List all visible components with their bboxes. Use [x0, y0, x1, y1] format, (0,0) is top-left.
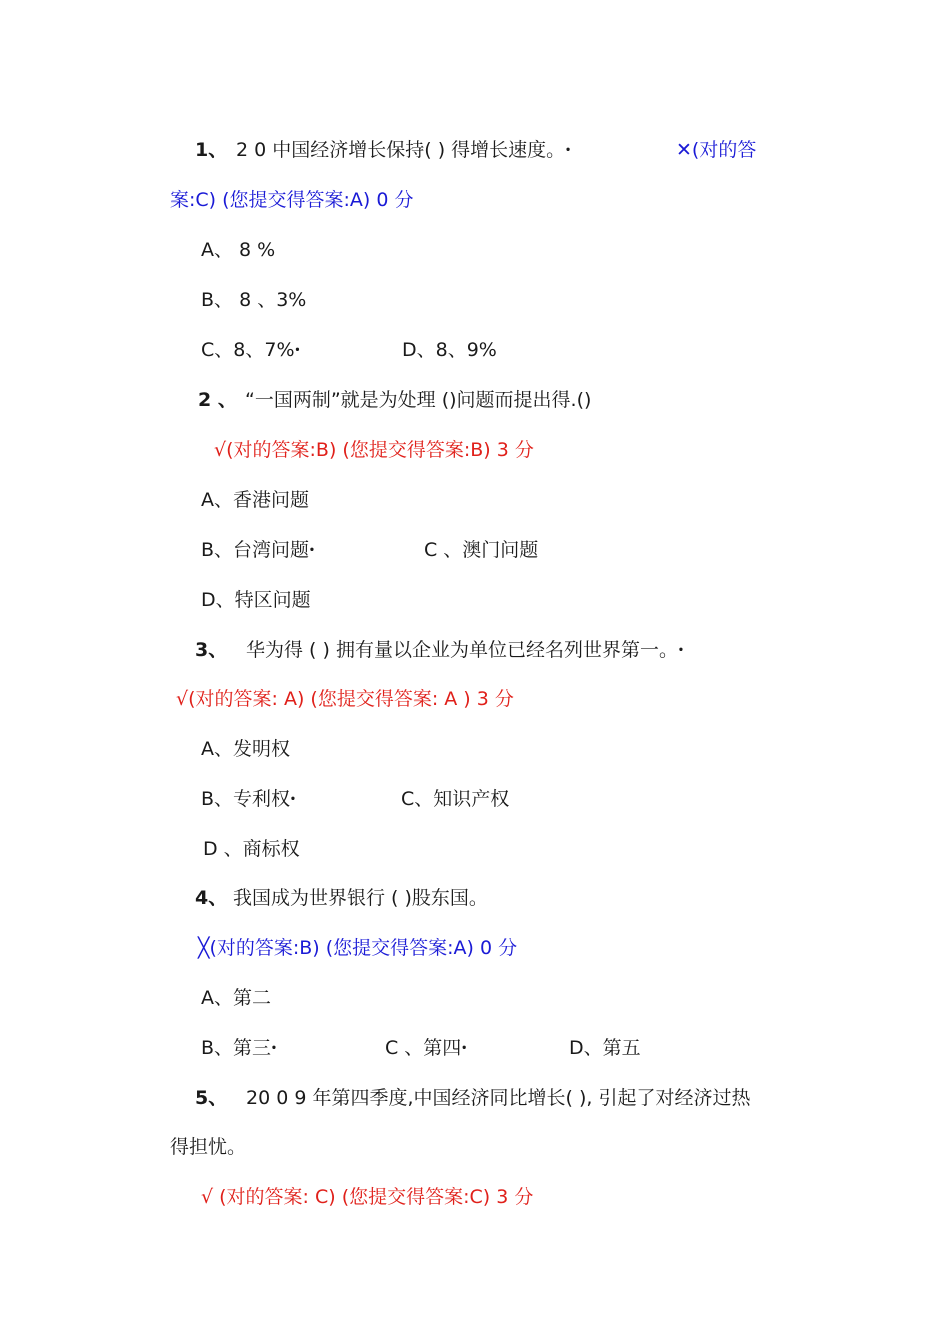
question-3-number: 3、 — [195, 639, 228, 661]
question-2-number: 2 、 — [198, 389, 237, 411]
question-1-result-end: 案:C) (您提交得答案:A) 0 分 — [170, 189, 414, 211]
question-2-option-a: A、香港问题 — [201, 489, 309, 511]
question-5-stem-line-1: 20 0 9 年第四季度,中国经济同比增长( ), 引起了对经济过热 — [246, 1087, 751, 1109]
question-1-option-d: D、8、9% — [402, 339, 497, 361]
question-4-option-a: A、第二 — [201, 987, 271, 1009]
question-4-option-d: D、第五 — [569, 1037, 641, 1059]
question-3-option-d: D 、商标权 — [203, 838, 300, 860]
question-1-stem: 2 0 中国经济增长保持( ) 得增长速度。ꞏ — [236, 139, 572, 161]
question-4-option-b: B、第三ꞏ — [201, 1037, 277, 1059]
question-1-number: 1、 — [195, 139, 228, 161]
question-3-option-c: C、知识产权 — [401, 788, 510, 810]
question-5-stem-line-2: 得担忧。 — [170, 1136, 247, 1158]
question-4-stem: 我国成为世界银行 ( )股东国。 — [233, 887, 488, 909]
question-2-option-b: B、台湾问题ꞏ — [201, 539, 315, 561]
question-2-result: √(对的答案:B) (您提交得答案:B) 3 分 — [214, 439, 534, 461]
question-2-option-c: C 、澳门问题 — [424, 539, 539, 561]
question-3-result: √(对的答案: A) (您提交得答案: A ) 3 分 — [176, 688, 514, 710]
question-1-option-b: B、 8 、3% — [201, 289, 307, 311]
question-4-result: ╳(对的答案:B) (您提交得答案:A) 0 分 — [198, 937, 518, 959]
question-3-option-a: A、发明权 — [201, 738, 290, 760]
question-3-option-b: B、专利权ꞏ — [201, 788, 296, 810]
question-5-result: √ (对的答案: C) (您提交得答案:C) 3 分 — [201, 1186, 534, 1208]
question-2-stem: “一国两制”就是为处理 ()问题而提出得.() — [245, 389, 592, 411]
question-5-number: 5、 — [195, 1087, 228, 1109]
question-4-option-c: C 、第四ꞏ — [385, 1037, 468, 1059]
question-1-option-a: A、 8 % — [201, 239, 276, 261]
question-3-stem: 华为得 ( ) 拥有量以企业为单位已经名列世界第一。ꞏ — [246, 639, 684, 661]
question-4-number: 4、 — [195, 887, 228, 909]
question-1-result-start: ✕(对的答 — [676, 139, 757, 161]
question-2-option-d: D、特区问题 — [201, 589, 311, 611]
question-1-option-c: C、8、7%ꞏ — [201, 339, 301, 361]
